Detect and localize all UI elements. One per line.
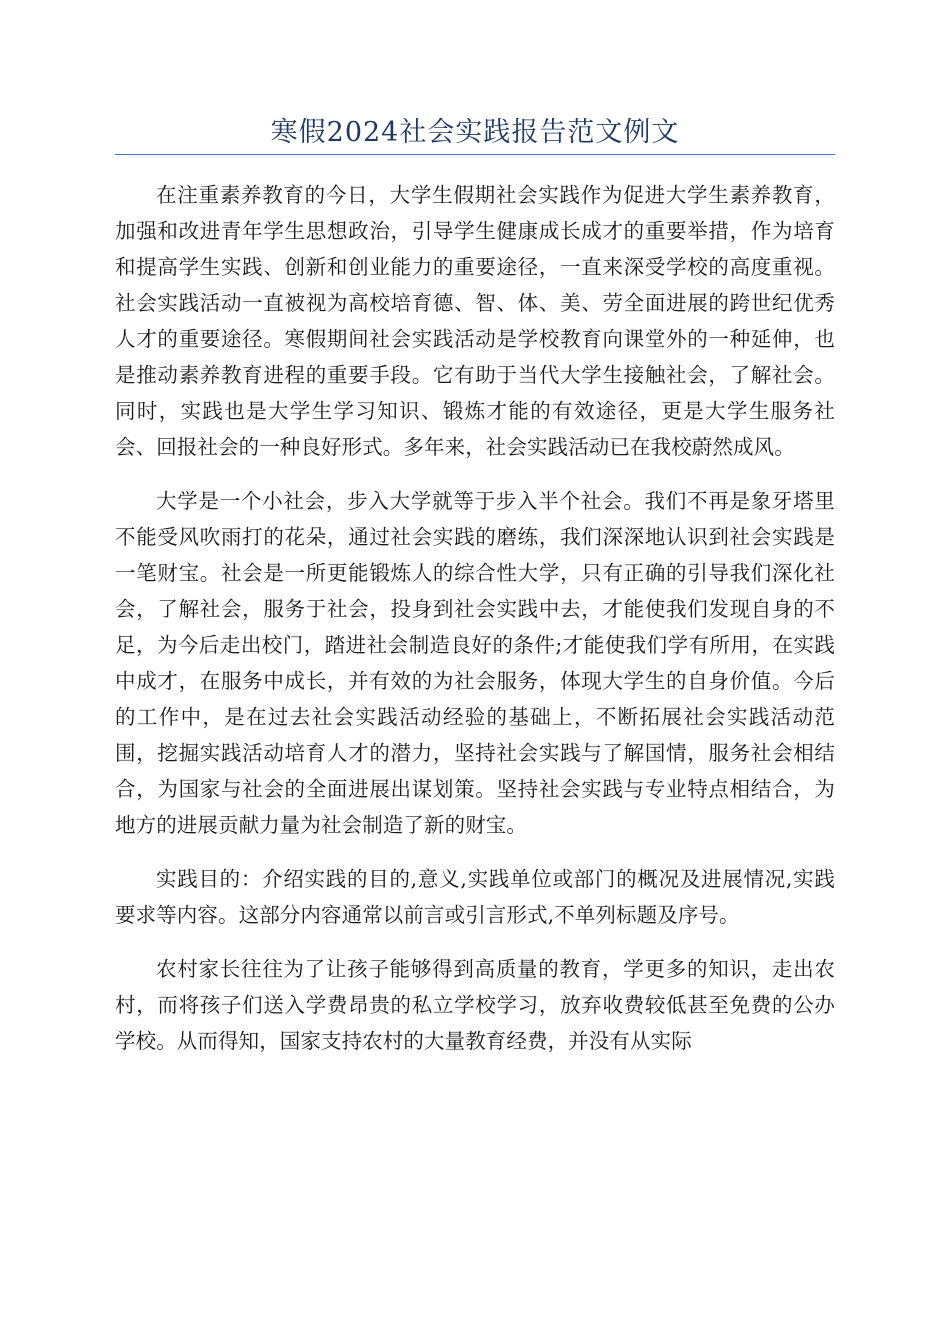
paragraph-1: 在注重素养教育的今日，大学生假期社会实践作为促进大学生素养教育，加强和改进青年学生思想政治，引导学生健康成长成才的重要举措，作为培育和提高学生实践、创新和创业能力的重要途径，一直来深受学校的高度重视。社会实践活动一直被视为高校培育德、智、体、美、劳全面进展的跨世纪优秀人才的重要途径。寒假期间社会实践活动是学校教育向课堂外的一种延伸，也是推动素养教育进程的重要手段。它有助于当代大学生接触社会，了解社会。同时，实践也是大学生学习知识、锻炼才能的有效途径，更是大学生服务社会、回报社会的一种良好形式。多年来，社会实践活动已在我校蔚然成风。	[115, 183, 835, 459]
document-body	[115, 177, 835, 1077]
paragraph-2: 大学是一个小社会，步入大学就等于步入半个社会。我们不再是象牙塔里不能受风吹雨打的花朵，通过社会实践的磨练，我们深深地认识到社会实践是一笔财宝。社会是一所更能锻炼人的综合性大学，只有正确的引导我们深化社会，了解社会，服务于社会，投身到社会实践中去，才能使我们发现自身的不足，为今后走出校门，踏进社会制造良好的条件;才能使我们学有所用，在实践中成才，在服务中成长，并有效的为社会服务，体现大学生的自身价值。今后的工作中，是在过去社会实践活动经验的基础上，不断拓展社会实践活动范围，挖掘实践活动培育人才的潜力，坚持社会实践与了解国情，服务社会相结合，为国家与社会的全面进展出谋划策。坚持社会实践与专业特点相结合，为地方的进展贡献力量为社会制造了新的财宝。	[115, 489, 835, 837]
paragraph-3: 实践目的：介绍实践的目的,意义,实践单位或部门的概况及进展情况,实践要求等内容。这部分内容通常以前言或引言形式,不单列标题及序号。	[115, 867, 835, 927]
document-title: 寒假2024社会实践报告范文例文	[270, 117, 680, 148]
title-underline	[115, 154, 835, 155]
paragraph-4: 农村家长往往为了让孩子能够得到高质量的教育，学更多的知识，走出农村，而将孩子们送入学费昂贵的私立学校学习，放弃收费较低甚至免费的公办学校。从而得知，国家支持农村的大量教育经费，并没有从实际	[115, 957, 835, 1053]
